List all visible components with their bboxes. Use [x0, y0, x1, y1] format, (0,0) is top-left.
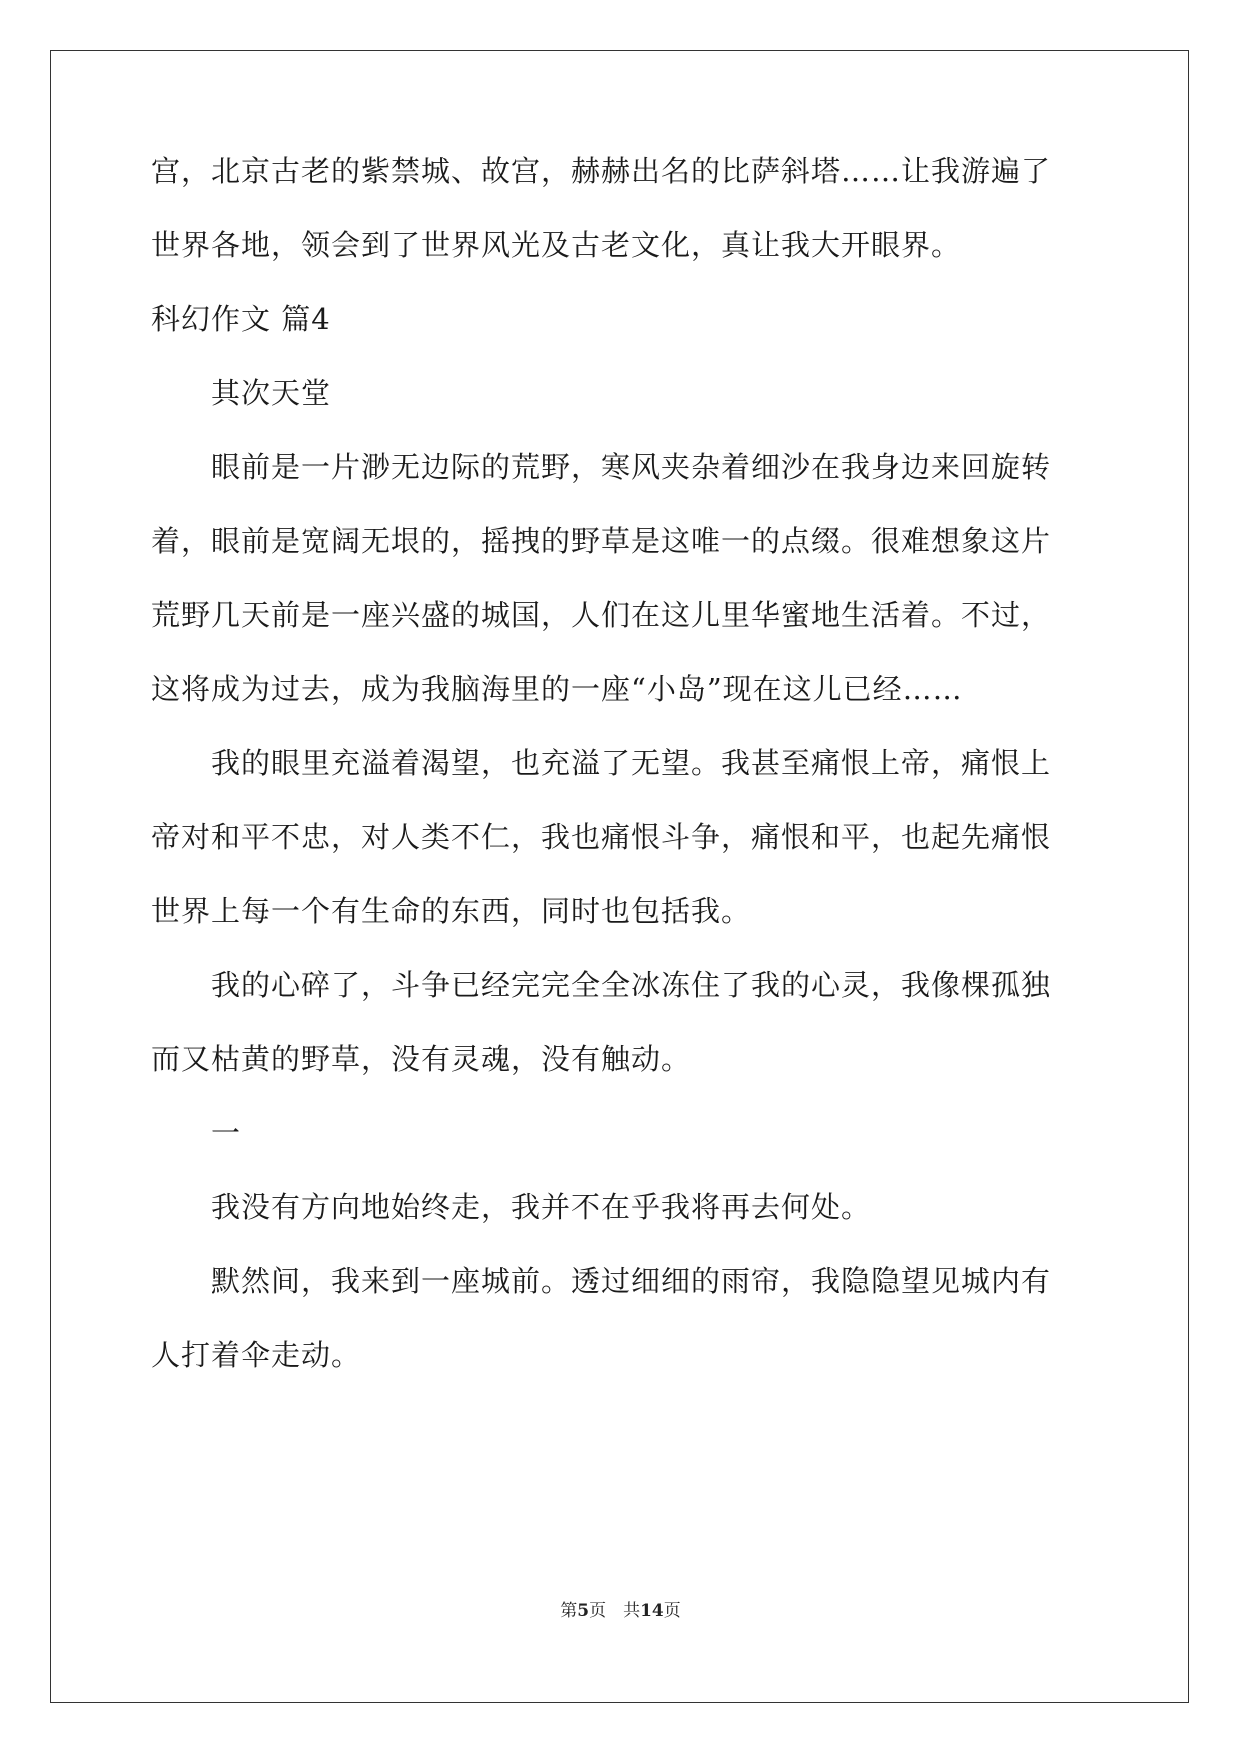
text-line: 默然间，我来到一座城前。透过细细的雨帘，我隐隐望见城内有: [211, 1264, 1052, 1298]
text-line: 着，眼前是宽阔无垠的，摇拽的野草是这唯一的点缀。很难想象这片: [151, 524, 1052, 558]
total-pages-number: 14: [640, 1601, 664, 1621]
story-title: 其次天堂: [211, 376, 332, 410]
text-line: 帝对和平不忠，对人类不仁，我也痛恨斗争，痛恨和平，也起先痛恨: [151, 820, 1052, 854]
text-line: 眼前是一片渺无边际的荒野，寒风夹杂着细沙在我身边来回旋转: [211, 450, 1052, 484]
page-footer: [0, 1599, 1241, 1623]
text-line: 人打着伞走动。: [151, 1338, 362, 1372]
text-line: 我的心碎了，斗争已经完完全全冰冻住了我的心灵，我像棵孤独: [211, 968, 1052, 1002]
footer-prefix: 第: [560, 1601, 578, 1621]
text-line: 而又枯黄的野草，没有灵魂，没有触动。: [151, 1042, 692, 1076]
footer-mid: 页 共: [589, 1601, 641, 1621]
text-line: 我没有方向地始终走，我并不在乎我将再去何处。: [211, 1190, 872, 1224]
footer-suffix: 页: [663, 1601, 681, 1621]
section-heading: 科幻作文 篇4: [151, 302, 331, 336]
text-line: 我的眼里充溢着渴望，也充溢了无望。我甚至痛恨上帝，痛恨上: [211, 746, 1052, 780]
chapter-marker: 一: [211, 1116, 242, 1150]
page-border: [50, 50, 1189, 1703]
current-page-number: 5: [577, 1601, 590, 1621]
text-line: 世界上每一个有生命的东西，同时也包括我。: [151, 894, 752, 928]
text-line: 世界各地，领会到了世界风光及古老文化，真让我大开眼界。: [151, 228, 962, 262]
text-line: 宫，北京古老的紫禁城、故宫，赫赫出名的比萨斜塔……让我游遍了: [151, 154, 1052, 188]
text-line: 荒野几天前是一座兴盛的城国，人们在这儿里华蜜地生活着。不过，: [151, 598, 1052, 632]
text-line: 这将成为过去，成为我脑海里的一座“小岛”现在这儿已经……: [151, 672, 963, 706]
